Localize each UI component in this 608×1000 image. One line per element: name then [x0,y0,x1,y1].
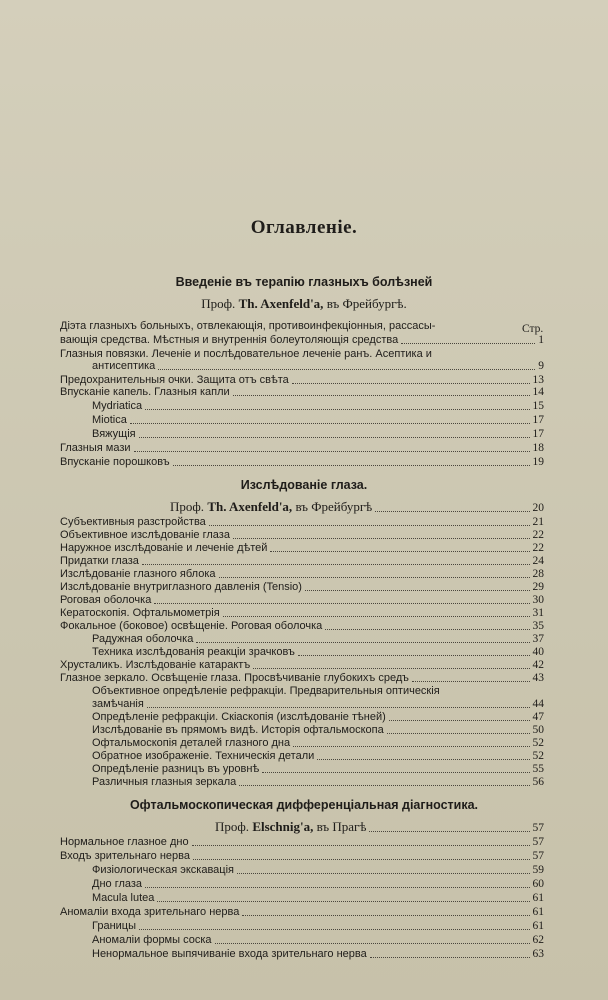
toc-entry: Границы 61 [92,920,544,932]
toc-entry: Опредѣленіе рефракціи. Скіаскопія (изслѣдованіе тѣней) 47 [92,711,544,723]
toc-entry: Обратное изображеніе. Техническія детали 52 [92,750,544,762]
toc-entry: Фокальное (боковое) освѣщеніе. Роговая оболочка 35 [60,620,544,632]
toc-entry: Кератоскопія. Офтальмометрія 31 [60,607,544,619]
toc-entry: Входъ зрительнаго нерва 57 [60,850,544,862]
toc-entry: Глазное зеркало. Освѣщеніе глаза. Просвѣчиваніе глубокихъ средъ 43 [60,672,544,684]
toc-entry: Наружное изслѣдованіе и леченіе дѣтей 22 [60,542,544,554]
toc-entry: Ненормальное выпячиваніе входа зрительнаго нерва 63 [92,948,544,960]
toc-entry: Изслѣдованіе глазного яблока 28 [60,568,544,580]
section-title-ophthalmoscopic-diagnostics: Офтальмоскопическая дифференціальная діагностика. [129,798,479,812]
toc-entry: Аномаліи входа зрительнаго нерва 61 [60,906,544,918]
page-title: Оглавленіе. [250,217,358,238]
toc-entry: Различныя глазныя зеркала 56 [92,776,544,788]
toc-entry: Придатки глаза 24 [60,555,544,567]
toc-entry: Macula lutea 61 [92,892,544,904]
toc-entry: Роговая оболочка 30 [60,594,544,606]
section-author-introduction [0,296,608,312]
section-title-eye-examination: Изслѣдованіе глаза. [240,478,368,492]
toc-entry: Глазныя повязки. Леченіе и послѣдовательное леченіе ранъ. Асептика и [60,348,432,360]
toc-entry: Предохранительныя очки. Защита отъ свѣта 13 [60,374,544,386]
toc-entry: Офтальмоскопія деталей глазного дна 52 [92,737,544,749]
toc-entry: Впусканіе капель. Глазныя капли 14 [60,386,544,398]
toc-entry: вающія средства. Мѣстныя и внутреннія болеутоляющія средства 1 [60,334,544,346]
toc-entry: Хрусталикъ. Изслѣдованіе катарактъ 42 [60,659,544,671]
section-title-introduction: Введеніе въ терапію глазныхъ болѣзней [175,275,433,289]
toc-entry: Нормальное глазное дно 57 [60,836,544,848]
toc-entry: Радужная оболочка 37 [92,633,544,645]
toc-entry: Субъективныя разстройства 21 [60,516,544,528]
toc-entry: Объективное опредѣленіе рефракціи. Предварительныя оптическія [92,685,440,697]
toc-entry: Дно глаза 60 [92,878,544,890]
toc-entry: антисептика 9 [92,360,544,372]
toc-entry: Впусканіе порошковъ 19 [60,456,544,468]
toc-entry: Діэта глазныхъ больныхъ, отвлекающія, противоинфекціонныя, рассасы- [60,320,436,332]
toc-entry: замѣчанія 44 [92,698,544,710]
section-author-eye-examination: Проф. Th. Axenfeld'a, въ Фрейбургѣ 20 [170,499,544,514]
toc-entry: Miotica 17 [92,414,544,426]
toc-entry: Техника изслѣдованія реакціи зрачковъ 40 [92,646,544,658]
toc-entry: Объективное изслѣдованіе глаза 22 [60,529,544,541]
toc-entry: Изслѣдованіе въ прямомъ видѣ. Исторія офтальмоскопа 50 [92,724,544,736]
section-author-ophthalmoscopic-diagnostics: Проф. Elschnig'a, въ Прагѣ 57 [215,819,544,834]
toc-entry: Вяжущія 17 [92,428,544,440]
toc-entry: Изслѣдованіе внутриглазного давленія (Tensio) 29 [60,581,544,593]
author-prefix: Проф. [201,296,236,311]
toc-entry: Глазныя мази 18 [60,442,544,454]
page-column-header: Стр. [522,323,544,335]
toc-entry: Физіологическая экскавація 59 [92,864,544,876]
toc-entry: Mydriatica 15 [92,400,544,412]
author-place: въ Фрейбургѣ. [326,296,407,311]
toc-entry: Аномаліи формы соска 62 [92,934,544,946]
author-name: Th. Axenfeld'a, [238,296,324,311]
toc-entry: Опредѣленіе разницъ въ уровнѣ 55 [92,763,544,775]
